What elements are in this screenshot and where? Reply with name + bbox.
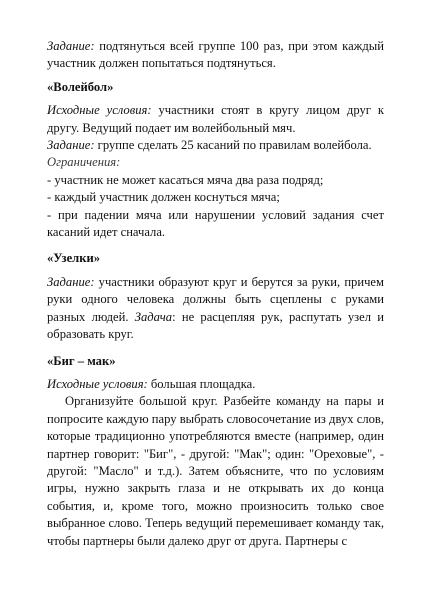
task2-text: : не расцепляя рук, распутать узел и образовать круг. [47, 309, 384, 342]
restrictions-label: Ограничения: [47, 155, 121, 170]
restriction-item: - каждый участник должен коснуться мяча; [47, 190, 280, 205]
document-page [47, 38, 384, 550]
bigmak-conditions-paragraph [47, 376, 384, 393]
task-text: подтянуться всей группе 100 раз, при этом каждый участник должен попытаться подтянуться. [47, 39, 384, 71]
task-paragraph [47, 38, 384, 73]
conditions-text: участники стоят в кругу лицом друг к другу. Ведущий подает им волейбольный мяч. [47, 103, 384, 135]
section-title-bigmak: «Биг – мак» [47, 353, 116, 368]
task2-label: Задача [134, 309, 173, 324]
task-label: Задание: [47, 274, 95, 289]
task-text: группе сделать 25 касаний по правилам волейбола. [94, 138, 372, 153]
task-label: Задание: [47, 39, 95, 53]
volleyball-conditions-paragraph [47, 102, 384, 137]
conditions-text: большая площадка. [147, 376, 256, 391]
task-text: участники образуют круг и берутся за руки, причем руки одного человека должны быть сцеплены с руками разных людей. [47, 274, 384, 324]
task-label: Задание: [47, 138, 95, 153]
bigmak-body-paragraph: Организуйте большой круг. Разбейте команду на пары и попросите каждую пару выбрать словосочетание из двух слов, которые традиционно употребляются вместе (например, один партнер говорит: "Биг", - другой: "Мак"; один: "Ореховые", - другой: "Масло" и т.д.). Затем объясните, что по условиям игры, нужно закрыть глаза и не открывать их до конца события, и, кроме того, можно произносить только свое выбранное слово. Теперь ведущий перемешивает команду так, чтобы партнеры были далеко друг от друга. Партнеры с [47, 394, 384, 548]
restriction-item: - при падении мяча или нарушении условий задания счет касаний идет сначала. [47, 207, 384, 240]
conditions-label: Исходные условия: [47, 103, 152, 118]
section-title-knots: «Узелки» [47, 251, 101, 266]
volleyball-task-paragraph [47, 137, 384, 154]
section-title-volleyball: «Волейбол» [47, 79, 114, 94]
conditions-label: Исходные условия: [47, 376, 148, 391]
knots-task-paragraph [47, 274, 384, 344]
restriction-item: - участник не может касаться мяча два раза подряд; [47, 172, 324, 187]
